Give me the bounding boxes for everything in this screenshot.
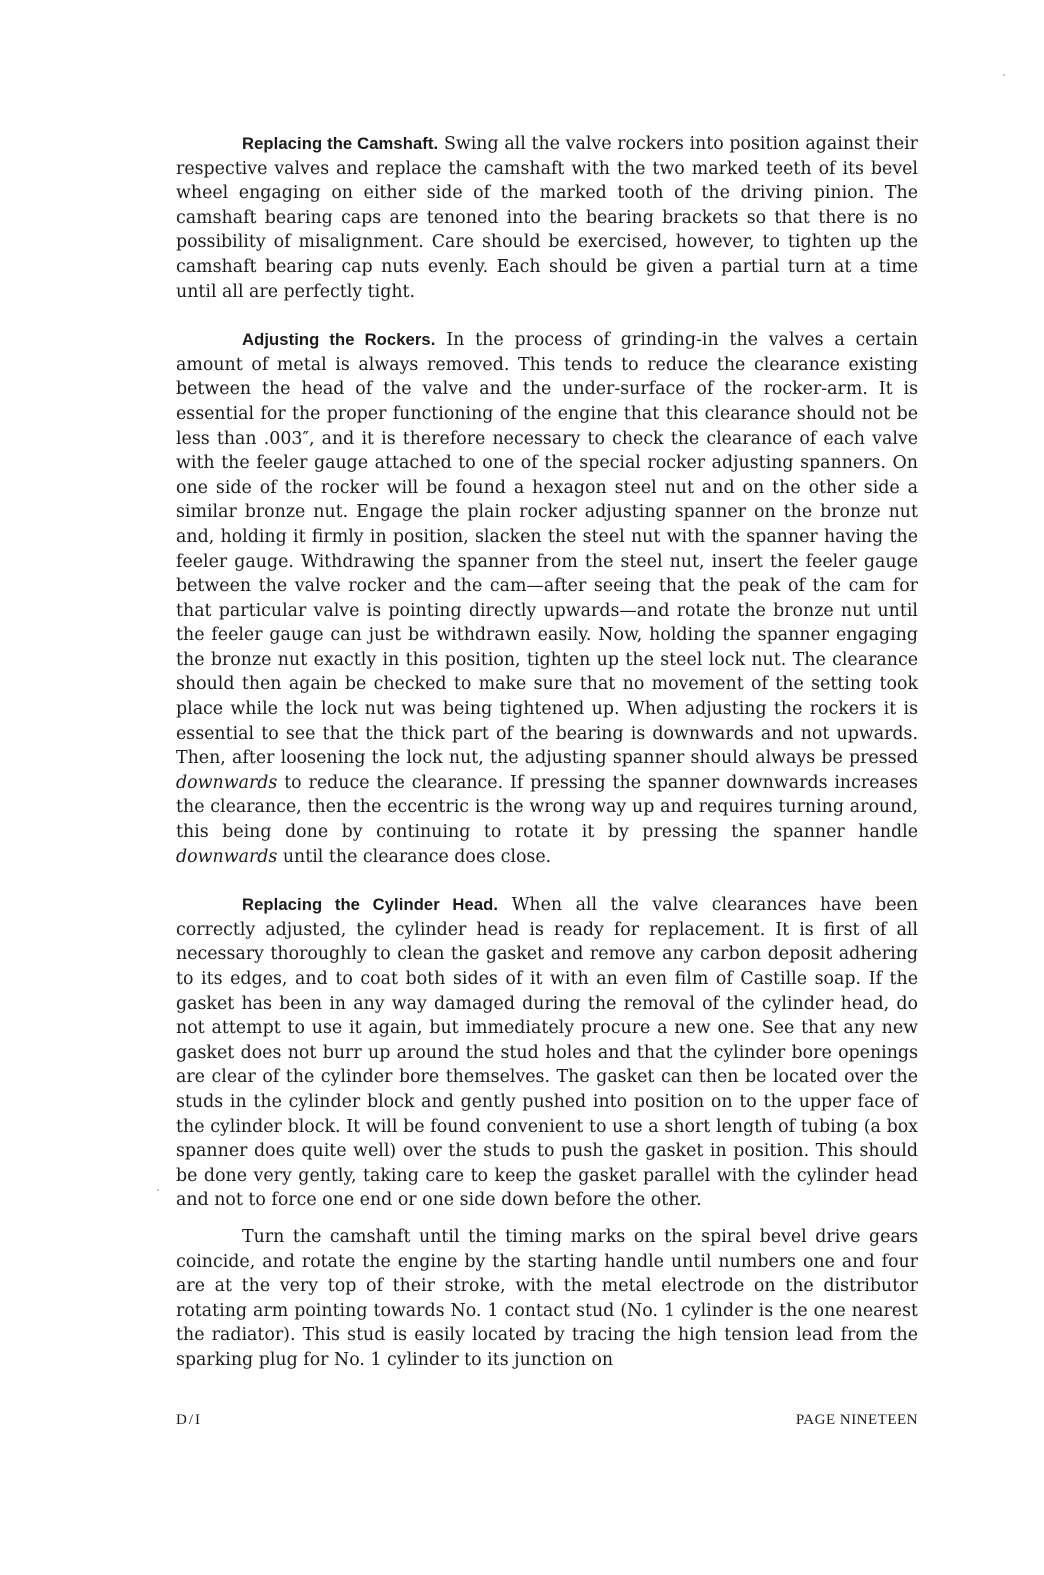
page-footer xyxy=(176,1412,918,1436)
heading-replacing-cylinder-head: Replacing the Cylinder Head. xyxy=(242,895,499,915)
footer-section-code: D/I xyxy=(176,1412,202,1428)
heading-replacing-camshaft: Replacing the Camshaft. xyxy=(242,134,439,153)
heading-adjusting-rockers: Adjusting the Rockers. xyxy=(242,330,436,350)
emphasis-downwards-2: downwards xyxy=(176,846,278,867)
emphasis-downwards-1: downwards xyxy=(176,772,278,793)
paragraph-adjusting-rockers xyxy=(176,328,918,869)
paragraph-replacing-cylinder-head xyxy=(176,893,918,1213)
scan-speck xyxy=(1003,74,1005,76)
paragraph-timing-continuation: Turn the camshaft until the timing marks on the spiral bevel drive gears coincide, and rotate the engine by the starting handle until numbers one and four are at the very top of their stroke, with the metal electrode on the distributor rotating arm pointing towards No. 1 contact stud (No. 1 cylinder is the one nearest the radiator). This stud is easily located by tracing the high tension lead from the sparking plug for No. 1 cylinder to its junction on xyxy=(176,1226,918,1370)
body-replacing-camshaft: Swing all the valve rockers into position against their respective valves and replace the camshaft with the two marked teeth of its bevel wheel engaging on either side of the marked tooth of the driving pinion. The camshaft bearing caps are tenoned into the bearing brackets so that there is no possibility of misalignment. Care should be exercised, however, to tighten up the camshaft bearing cap nuts evenly. Each should be given a partial turn at a time until all are perfectly tight. xyxy=(176,134,918,302)
scan-speck xyxy=(157,1189,159,1191)
footer-page-number: PAGE NINETEEN xyxy=(795,1412,918,1428)
page-body xyxy=(176,132,918,1373)
body-adjusting-rockers-part-3: until the clearance does close. xyxy=(282,846,552,867)
body-replacing-cylinder-head: When all the valve clearances have been correctly adjusted, the cylinder head is ready for replacement. It is first of all necessary thoroughly to clean the gasket and remove any carbon deposit adhering to its edges, and to coat both sides of it with an even film of Castille soap. If the gasket has been in any way damaged during the removal of the cylinder head, do not attempt to use it again, but immediately procure a new one. See that any new gasket does not burr up around the stud holes and that the cylinder bore openings are clear of the cylinder bore themselves. The gasket can then be located over the studs in the cylinder block and gently pushed into position on to the upper face of the cylinder block. It will be found convenient to use a short length of tubing (a box spanner does quite well) over the studs to push the gasket in position. This should be done very gently, taking care to keep the gasket parallel with the cylinder head and not to force one end or one side down before the other. xyxy=(176,895,918,1211)
body-adjusting-rockers-part-2: to reduce the clearance. If pressing the spanner downwards increases the clearance, then the eccentric is the wrong way up and requires turning around, this being done by continuing to rotate it by pressing the spanner handle xyxy=(176,772,918,843)
body-adjusting-rockers-part-1: In the process of grinding-in the valves a certain amount of metal is always removed. This tends to reduce the clearance existing between the head of the valve and the under-surface of the rocker-arm. It is essential for the proper functioning of the engine that this clearance should not be less than .003″, and it is therefore necessary to check the clearance of each valve with the feeler gauge attached to one of the special rocker adjusting spanners. On one side of the rocker will be found a hexagon steel nut and on the other side a similar bronze nut. Engage the plain rocker adjusting spanner on the bronze nut and, holding it firmly in position, slacken the steel nut with the spanner having the feeler gauge. Withdrawing the spanner from the steel nut, insert the feeler gauge between the valve rocker and the cam—after seeing that the peak of the cam for that particular valve is pointing directly upwards—and rotate the bronze nut until the feeler gauge can just be withdrawn easily. Now, holding the spanner engaging the bronze nut exactly in this position, tighten up the steel lock nut. The clearance should then again be checked to make sure that no movement of the setting took place while the lock nut was being tightened up. When adjusting the rockers it is essential to see that the thick part of the bearing is downwards and not upwards. Then, after loosening the lock nut, the adjusting spanner should always be pressed xyxy=(176,330,918,769)
paragraph-replacing-camshaft xyxy=(176,132,918,304)
